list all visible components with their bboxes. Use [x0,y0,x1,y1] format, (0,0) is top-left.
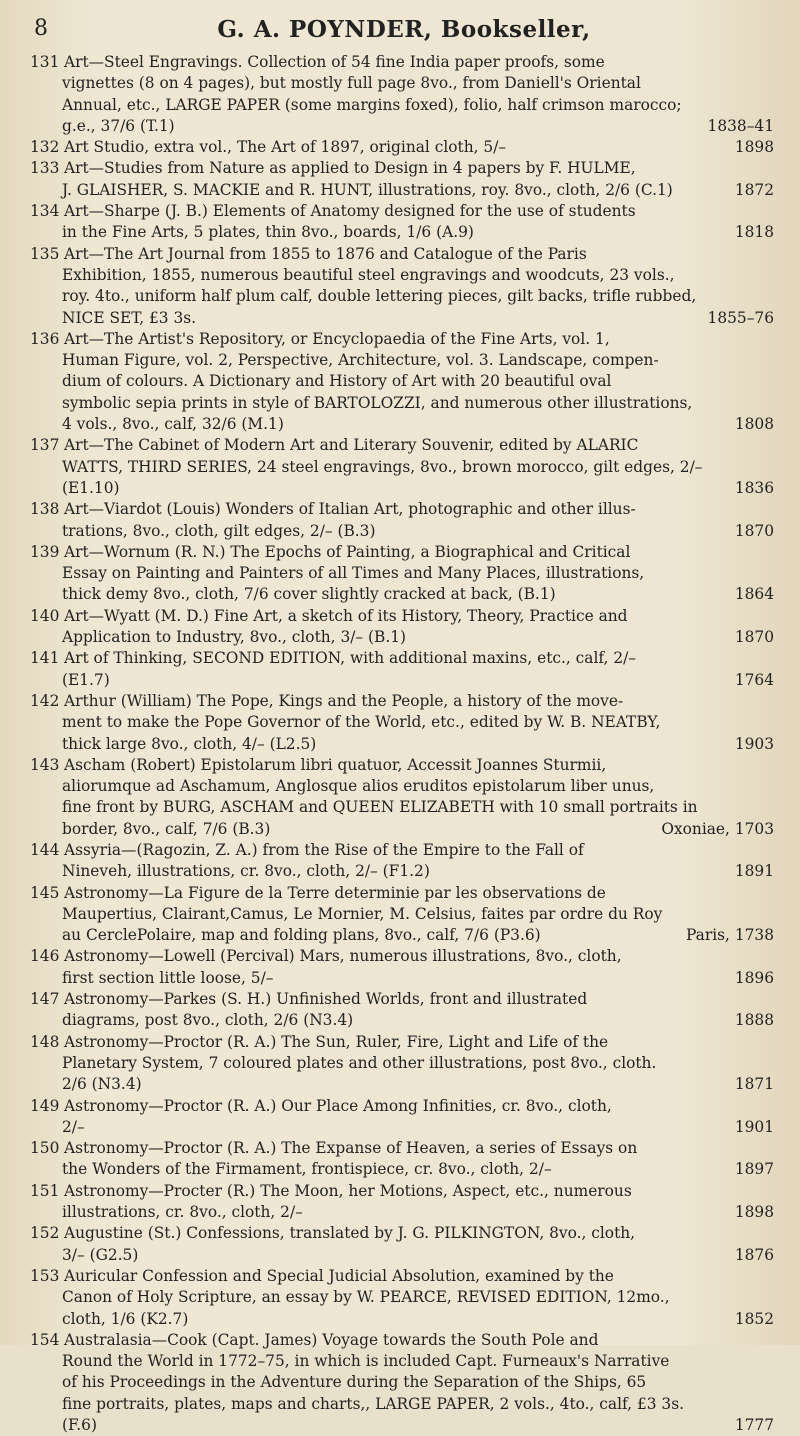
entry-line [30,457,778,478]
entry-date: Oxoniae, 1703 [661,819,774,838]
entry-text: symbolic sepia prints in style of BARTOLOZZI, and numerous other illustrations, [62,393,693,412]
entry-line [30,1181,778,1202]
entry-text: Art—Sharpe (J. B.) Elements of Anatomy designed for the use of students [64,202,636,221]
catalogue-entry [30,1032,778,1096]
entry-text: Astronomy—La Figure de la Terre determinie par les observations de [64,883,606,902]
entry-line [30,1032,778,1053]
page-number: 8 [34,16,48,41]
entry-text: Astronomy—Parkes (S. H.) Unfinished Worlds, front and illustrated [64,990,588,1009]
entry-text: g.e., 37/6 (T.1) [62,116,175,135]
entry-line [30,478,778,499]
entry-number: 136 [30,329,60,348]
entry-line [30,1266,778,1287]
entry-line [30,968,778,989]
entry-number: 143 [30,755,60,774]
entry-text: Maupertius, Clairant,Camus, Le Mornier, M. Celsius, faites par ordre du Roy [62,904,663,923]
catalogue-entry [30,1330,778,1436]
entry-text: J. GLAISHER, S. MACKIE and R. HUNT, illustrations, roy. 8vo., cloth, 2/6 (C.1) [62,180,673,199]
entry-date: 1764 [734,670,774,689]
entry-number: 151 [30,1181,60,1200]
entry-line [30,883,778,904]
entry-text: au CerclePolaire, map and folding plans, 8vo., calf, 7/6 (P3.6) [62,926,541,945]
entry-text: Art Studio, extra vol., The Art of 1897, original cloth, 5/– [64,138,507,157]
entry-line [30,1138,778,1159]
entry-number: 147 [30,990,60,1009]
entry-text: cloth, 1/6 (K2.7) [62,1309,189,1328]
entry-line [30,1287,778,1308]
entry-date: 1870 [734,628,774,647]
entry-line [30,1202,778,1223]
entry-text: (E1.7) [62,670,110,689]
entry-line [30,265,778,286]
entry-line [30,499,778,520]
entry-text: Astronomy—Lowell (Percival) Mars, numerous illustrations, 8vo., cloth, [64,947,622,966]
entry-date: 1864 [734,585,774,604]
entry-line [30,1010,778,1031]
entry-line [30,904,778,925]
entry-line [30,563,778,584]
entry-text: Art—The Cabinet of Modern Art and Literary Souvenir, edited by ALARIC [64,436,639,455]
entry-date: 1896 [734,968,774,987]
catalogue-entry [30,52,778,137]
entry-text: Art—The Art Journal from 1855 to 1876 and Catalogue of the Paris [64,244,587,263]
entry-text: thick demy 8vo., cloth, 7/6 cover slightly cracked at back, (B.1) [62,585,556,604]
entry-text: Nineveh, illustrations, cr. 8vo., cloth, 2/– (F1.2) [62,862,430,881]
entry-text: Art—Wornum (R. N.) The Epochs of Painting, a Biographical and Critical [64,542,631,561]
entry-line [30,584,778,605]
catalogue-entry [30,883,778,947]
entry-text: illustrations, cr. 8vo., cloth, 2/– [62,1203,303,1222]
catalogue-entry [30,989,778,1032]
entry-text: Assyria—(Ragozin, Z. A.) from the Rise of the Empire to the Fall of [64,840,584,859]
entry-line [30,1415,778,1436]
entry-line [30,1309,778,1330]
entry-text: Canon of Holy Scripture, an essay by W. PEARCE, REVISED EDITION, 12mo., [62,1288,670,1307]
catalogue-entry [30,606,778,649]
entry-text: Art—Steel Engravings. Collection of 54 fine India paper proofs, some [64,53,605,71]
entry-line [30,1223,778,1244]
entry-line [30,329,778,350]
entry-text: Application to Industry, 8vo., cloth, 3/– (B.1) [62,628,407,647]
entry-text: (E1.10) [62,478,120,497]
entry-date: 1903 [734,734,774,753]
entry-text: diagrams, post 8vo., cloth, 2/6 (N3.4) [62,1011,354,1030]
entry-number: 150 [30,1139,60,1158]
entry-line [30,371,778,392]
entry-date: 1871 [734,1075,774,1094]
entry-text: border, 8vo., calf, 7/6 (B.3) [62,819,271,838]
entry-line [30,222,778,243]
catalogue-entry [30,1138,778,1181]
entry-text: aliorumque ad Aschamum, Anglosque alios eruditos epistolarum liber unus, [62,777,655,796]
entry-text: Astronomy—Proctor (R. A.) Our Place Among Infinities, cr. 8vo., cloth, [64,1096,612,1115]
entry-text: Art—The Artist's Repository, or Encyclopaedia of the Fine Arts, vol. 1, [64,329,610,348]
entry-text: Annual, etc., LARGE PAPER (some margins foxed), folio, half crimson marocco; [62,95,682,114]
entry-line [30,286,778,307]
entry-line [30,393,778,414]
entry-text: roy. 4to., uniform half plum calf, double lettering pieces, gilt backs, trifle rubbed, [62,287,697,306]
entry-line [30,1394,778,1415]
entry-text: Art—Viardot (Louis) Wonders of Italian Art, photographic and other illus- [64,500,636,519]
entry-text: WATTS, THIRD SERIES, 24 steel engravings, 8vo., brown morocco, gilt edges, 2/– [62,457,703,476]
entry-date: 1891 [734,862,774,881]
entry-line [30,861,778,882]
entry-date: 1855–76 [707,308,774,327]
entry-line [30,712,778,733]
catalogue-entry [30,244,778,329]
entry-text: first section little loose, 5/– [62,968,274,987]
entry-text: fine portraits, plates, maps and charts,, LARGE PAPER, 2 vols., 4to., calf, £3 3s. [62,1394,685,1413]
entry-text: Art—Wyatt (M. D.) Fine Art, a sketch of its History, Theory, Practice and [64,606,628,625]
entry-text: Augustine (St.) Confessions, translated by J. G. PILKINGTON, 8vo., cloth, [64,1224,636,1243]
catalogue-entry [30,691,778,755]
catalogue-entry [30,755,778,840]
catalogue-entry [30,137,778,158]
entry-text: 4 vols., 8vo., calf, 32/6 (M.1) [62,415,284,434]
entry-line [30,797,778,818]
entry-text: Astronomy—Proctor (R. A.) The Sun, Ruler, Fire, Light and Life of the [64,1032,609,1051]
entry-date: 1876 [734,1245,774,1264]
catalogue-entries [30,52,778,1436]
entry-line [30,73,778,94]
entry-number: 131 [30,53,60,71]
entry-number: 152 [30,1224,60,1243]
entry-text: (F.6) [62,1416,97,1434]
entry-date: Paris, 1738 [686,926,774,945]
entry-text: Planetary System, 7 coloured plates and other illustrations, post 8vo., cloth. [62,1053,657,1072]
entry-line [30,1117,778,1138]
entry-date: 1898 [734,1203,774,1222]
entry-line [30,1074,778,1095]
entry-line [30,308,778,329]
entry-text: Art—Studies from Nature as applied to Design in 4 papers by F. HULME, [64,159,636,178]
entry-number: 141 [30,649,60,668]
entry-text: dium of colours. A Dictionary and History of Art with 20 beautiful oval [62,372,612,391]
entry-number: 140 [30,606,60,625]
entry-number: 137 [30,436,60,455]
entry-line [30,521,778,542]
entry-line [30,840,778,861]
catalogue-entry [30,435,778,499]
entry-text: 2/6 (N3.4) [62,1075,142,1094]
entry-line [30,819,778,840]
entry-line [30,1159,778,1180]
entry-line [30,755,778,776]
entry-line [30,627,778,648]
entry-number: 139 [30,542,60,561]
catalogue-entry [30,158,778,201]
entry-number: 149 [30,1096,60,1115]
entry-line [30,606,778,627]
catalogue-entry [30,1266,778,1330]
entry-text: vignettes (8 on 4 pages), but mostly full page 8vo., from Daniell's Oriental [62,74,641,93]
entry-number: 138 [30,500,60,519]
entry-date: 1777 [734,1416,774,1434]
entry-line [30,95,778,116]
entry-line [30,414,778,435]
entry-text: the Wonders of the Firmament, frontispiece, cr. 8vo., cloth, 2/– [62,1160,552,1179]
entry-line [30,691,778,712]
entry-date: 1818 [734,223,774,242]
entry-text: Art of Thinking, SECOND EDITION, with additional maxins, etc., calf, 2/– [64,649,637,668]
entry-line [30,925,778,946]
catalogue-entry [30,1181,778,1224]
entry-line [30,776,778,797]
entry-text: Auricular Confession and Special Judicial Absolution, examined by the [64,1266,614,1285]
entry-line [30,158,778,179]
entry-line [30,350,778,371]
entry-text: Human Figure, vol. 2, Perspective, Architecture, vol. 3. Landscape, compen- [62,351,659,370]
entry-line [30,201,778,222]
catalogue-entry [30,329,778,435]
entry-text: thick large 8vo., cloth, 4/– (L2.5) [62,734,317,753]
page-header [30,12,778,46]
page-title: G. A. POYNDER, Bookseller, [217,16,591,43]
entry-number: 153 [30,1266,60,1285]
entry-date: 1870 [734,521,774,540]
entry-text: Round the World in 1772–75, in which is included Capt. Furneaux's Narrative [62,1352,670,1371]
entry-line [30,52,778,73]
entry-number: 148 [30,1032,60,1051]
entry-date: 1898 [734,138,774,157]
entry-line [30,989,778,1010]
catalogue-entry [30,946,778,989]
entry-number: 133 [30,159,60,178]
entry-line [30,1372,778,1393]
entry-text: Essay on Painting and Painters of all Times and Many Places, illustrations, [62,564,645,583]
entry-line [30,1351,778,1372]
entry-text: ment to make the Pope Governor of the World, etc., edited by W. B. NEATBY, [62,713,661,732]
entry-date: 1872 [734,180,774,199]
entry-line [30,734,778,755]
catalogue-entry [30,1223,778,1266]
entry-text: Astronomy—Proctor (R. A.) The Expanse of Heaven, a series of Essays on [64,1139,638,1158]
entry-date: 1897 [734,1160,774,1179]
catalogue-entry [30,499,778,542]
catalogue-entry [30,542,778,606]
entry-text: Ascham (Robert) Epistolarum libri quatuor, Accessit Joannes Sturmii, [64,755,607,774]
entry-text: fine front by BURG, ASCHAM and QUEEN ELIZABETH with 10 small portraits in [62,798,698,817]
entry-text: trations, 8vo., cloth, gilt edges, 2/– (B.3) [62,521,376,540]
entry-number: 132 [30,138,60,157]
entry-line [30,180,778,201]
entry-number: 134 [30,202,60,221]
entry-date: 1901 [734,1117,774,1136]
entry-line [30,542,778,563]
entry-number: 135 [30,244,60,263]
entry-line [30,1330,778,1351]
entry-text: 2/– [62,1117,85,1136]
entry-line [30,435,778,456]
entry-number: 154 [30,1330,60,1349]
entry-line [30,670,778,691]
catalogue-entry [30,648,778,691]
entry-number: 145 [30,883,60,902]
entry-line [30,1053,778,1074]
catalogue-entry [30,1096,778,1139]
entry-date: 1836 [734,478,774,497]
entry-number: 146 [30,947,60,966]
entry-number: 144 [30,840,60,859]
catalogue-entry [30,840,778,883]
entry-line [30,137,778,158]
entry-number: 142 [30,691,60,710]
entry-text: Arthur (William) The Pope, Kings and the People, a history of the move- [64,691,624,710]
entry-date: 1808 [734,415,774,434]
entry-line [30,244,778,265]
entry-text: 3/– (G2.5) [62,1245,139,1264]
entry-line [30,1096,778,1117]
entry-date: 1852 [734,1309,774,1328]
catalogue-entry [30,201,778,244]
entry-date: 1838–41 [707,116,774,135]
entry-text: in the Fine Arts, 5 plates, thin 8vo., boards, 1/6 (A.9) [62,223,474,242]
entry-text: of his Proceedings in the Adventure during the Separation of the Ships, 65 [62,1373,647,1392]
entry-text: Australasia—Cook (Capt. James) Voyage towards the South Pole and [64,1330,599,1349]
entry-text: Exhibition, 1855, numerous beautiful steel engravings and woodcuts, 23 vols., [62,265,675,284]
entry-text: Astronomy—Procter (R.) The Moon, her Motions, Aspect, etc., numerous [64,1181,632,1200]
entry-date: 1888 [734,1011,774,1030]
entry-line [30,1245,778,1266]
entry-line [30,648,778,669]
entry-text: NICE SET, £3 3s. [62,308,197,327]
entry-line [30,116,778,137]
entry-line [30,946,778,967]
